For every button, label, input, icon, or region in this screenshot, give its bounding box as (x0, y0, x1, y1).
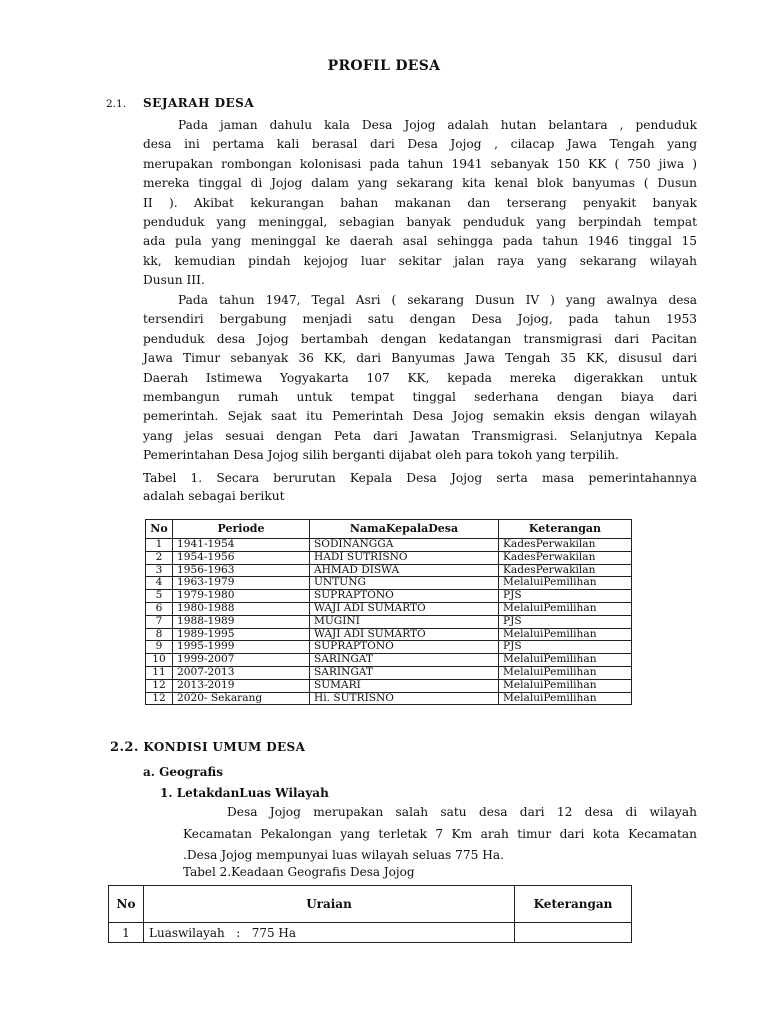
table-cell-periode: 1941-1954 (173, 539, 310, 552)
table-cell-no: 4 (146, 577, 173, 590)
table-cell-nama: HADI SUTRISNO (310, 551, 499, 564)
text-line: merupakan rombongan kolonisasi pada tahun 1941 sebanyak 150 KK ( 750 jiwa ) (143, 156, 697, 171)
table-cell-periode: 1979-1980 (173, 590, 310, 603)
text-line: Jawa Timur sebanyak 36 KK, dari Banyumas Jawa Tengah 35 KK, disusul dari (143, 351, 697, 366)
table-cell-ket: MelaluiPemilihan (499, 692, 632, 705)
text-line: Pemerintahan Desa Jojog silih berganti dijabat oleh para tokoh yang terpilih. (143, 448, 620, 463)
table-cell-ket: MelaluiPemilihan (499, 666, 632, 679)
table-cell-periode: 1963-1979 (173, 577, 310, 590)
column-header: No (109, 886, 144, 923)
text-line: ada pula yang meninggal ke daerah asal sehingga pada tahun 1946 tinggal 15 (143, 234, 697, 249)
table-cell-ket: KadesPerwakilan (499, 539, 632, 552)
table-cell-no: 8 (146, 628, 173, 641)
table-cell-periode: 1954-1956 (173, 551, 310, 564)
table-cell-nama: SUMARI (310, 679, 499, 692)
table-cell-no: 2 (146, 551, 173, 564)
section-heading-2-2 (110, 740, 305, 755)
table-cell-nama: UNTUNG (310, 577, 499, 590)
table-row (146, 654, 632, 667)
table-row (146, 539, 632, 552)
table-cell-no: 1 (109, 923, 144, 943)
text-line: mereka tinggal di Jojog dalam yang sekarang kita kenal blok banyumas ( Dusun (143, 176, 697, 191)
table-cell-nama: SARINGAT (310, 654, 499, 667)
paragraph-history-1 (143, 116, 697, 291)
table-row (109, 923, 632, 943)
table-cell-nama: SUPRAPTONO (310, 641, 499, 654)
table-header-row (109, 886, 632, 923)
text-line: tersendiri bergabung menjadi satu dengan Desa Jojog, pada tahun 1953 (143, 312, 697, 327)
paragraph-history-2 (143, 291, 697, 466)
table-cell-ket: MelaluiPemilihan (499, 577, 632, 590)
table-cell-no: 7 (146, 615, 173, 628)
text-line: Kecamatan Pekalongan yang terletak 7 Km arah timur dari kota Kecamatan (183, 826, 697, 841)
text-line: yang jelas sesuai dengan Peta dari Jawatan Transmigrasi. Selanjutnya Kepala (143, 428, 697, 443)
page-title: PROFIL DESA (327, 58, 441, 74)
section-number: 2.2. (110, 740, 139, 755)
table-cell-periode: 1995-1999 (173, 641, 310, 654)
table-cell-ket (515, 923, 632, 943)
column-header: Uraian (144, 886, 515, 923)
table-cell-no: 5 (146, 590, 173, 603)
table-cell-ket: PJS (499, 641, 632, 654)
table-row (146, 666, 632, 679)
table-cell-no: 1 (146, 539, 173, 552)
table-row (146, 551, 632, 564)
table-row (146, 641, 632, 654)
table-cell-periode: 1989-1995 (173, 628, 310, 641)
table-cell-ket: KadesPerwakilan (499, 551, 632, 564)
text-line: adalah sebagai berikut (143, 489, 285, 503)
text-line: Desa Jojog merupakan salah satu desa dari 12 desa di wilayah (227, 805, 697, 819)
column-header: No (146, 520, 173, 539)
table-row (146, 692, 632, 705)
table-cell-no: 6 (146, 602, 173, 615)
table-cell-periode: 1999-2007 (173, 654, 310, 667)
table-cell-nama: WAJI ADI SUMARTO (310, 628, 499, 641)
subheading-letak-luas: 1. LetakdanLuas Wilayah (160, 786, 329, 800)
table-cell-nama: Hi. SUTRISNO (310, 692, 499, 705)
table-cell-uraian: Luaswilayah : 775 Ha (144, 923, 515, 943)
table-cell-periode: 1988-1989 (173, 615, 310, 628)
column-header: NamaKepalaDesa (310, 520, 499, 539)
table2-caption: Tabel 2.Keadaan Geografis Desa Jojog (183, 865, 415, 879)
section-title: KONDISI UMUM DESA (143, 740, 306, 754)
table-cell-nama: SUPRAPTONO (310, 590, 499, 603)
geography-table (108, 885, 632, 943)
text-line: Dusun III. (143, 273, 205, 288)
text-line: Daerah Istimewa Yogyakarta 107 KK, kepada mereka digerakkan untuk (143, 370, 697, 385)
text-line: Pada jaman dahulu kala Desa Jojog adalah hutan belantara , penduduk (178, 118, 697, 132)
table-cell-no: 12 (146, 679, 173, 692)
table-cell-no: 9 (146, 641, 173, 654)
table-cell-no: 3 (146, 564, 173, 577)
text-line: pemerintah. Sejak saat itu Pemerintah Desa Jojog semakin eksis dengan wilayah (143, 409, 697, 424)
text-line: desa ini pertama kali berasal dari Desa Jojog , cilacap Jawa Tengah yang (143, 137, 697, 152)
subheading-geografis: a. Geografis (143, 765, 223, 779)
table-cell-nama: MUGINI (310, 615, 499, 628)
text-line: II ). Akibat kekurangan bahan makanan dan terserang penyakit banyak (143, 195, 697, 210)
column-header: Keterangan (515, 886, 632, 923)
table-cell-periode: 2007-2013 (173, 666, 310, 679)
table-cell-no: 10 (146, 654, 173, 667)
table-cell-ket: KadesPerwakilan (499, 564, 632, 577)
section-number: 2.1. (106, 98, 127, 110)
paragraph-geografis (183, 802, 697, 867)
table1-caption (143, 469, 697, 505)
text-line: kk, kemudian pindah kejojog luar sekitar jalan raya yang sekarang wilayah (143, 253, 697, 268)
table-cell-no: 11 (146, 666, 173, 679)
text-line: penduduk desa Jojog bertambah dengan kedatangan transmigrasi dari Pacitan (143, 331, 697, 346)
table-cell-ket: PJS (499, 615, 632, 628)
text-line: .Desa Jojog mempunyai luas wilayah seluas 775 Ha. (183, 848, 505, 862)
table-cell-periode: 2013-2019 (173, 679, 310, 692)
village-heads-table (145, 519, 632, 705)
text-line: Tabel 1. Secara berurutan Kepala Desa Jojog serta masa pemerintahannya (143, 471, 697, 485)
table-cell-ket: MelaluiPemilihan (499, 628, 632, 641)
table-cell-ket: MelaluiPemilihan (499, 654, 632, 667)
table-row (146, 628, 632, 641)
table-cell-nama: SARINGAT (310, 666, 499, 679)
table-cell-nama: WAJI ADI SUMARTO (310, 602, 499, 615)
table-cell-no: 12 (146, 692, 173, 705)
table-row (146, 602, 632, 615)
table-cell-ket: PJS (499, 590, 632, 603)
table-cell-periode: 1956-1963 (173, 564, 310, 577)
table-cell-ket: MelaluiPemilihan (499, 602, 632, 615)
column-header: Periode (173, 520, 310, 539)
column-header: Keterangan (499, 520, 632, 539)
table-row (146, 679, 632, 692)
text-line: membangun rumah untuk tempat tinggal sederhana dengan biaya dari (143, 390, 697, 405)
table-cell-ket: MelaluiPemilihan (499, 679, 632, 692)
table-cell-nama: AHMAD DISWA (310, 564, 499, 577)
table-header-row (146, 520, 632, 539)
table-row (146, 577, 632, 590)
table-cell-periode: 2020- Sekarang (173, 692, 310, 705)
table-cell-periode: 1980-1988 (173, 602, 310, 615)
text-line: Pada tahun 1947, Tegal Asri ( sekarang Dusun IV ) yang awalnya desa (178, 293, 697, 307)
table-row (146, 590, 632, 603)
text-line: penduduk yang meninggal, sebagian banyak penduduk yang berpindah tempat (143, 215, 697, 230)
table-row (146, 564, 632, 577)
section-title: SEJARAH DESA (143, 96, 255, 110)
table-row (146, 615, 632, 628)
table-cell-nama: SODINANGGA (310, 539, 499, 552)
